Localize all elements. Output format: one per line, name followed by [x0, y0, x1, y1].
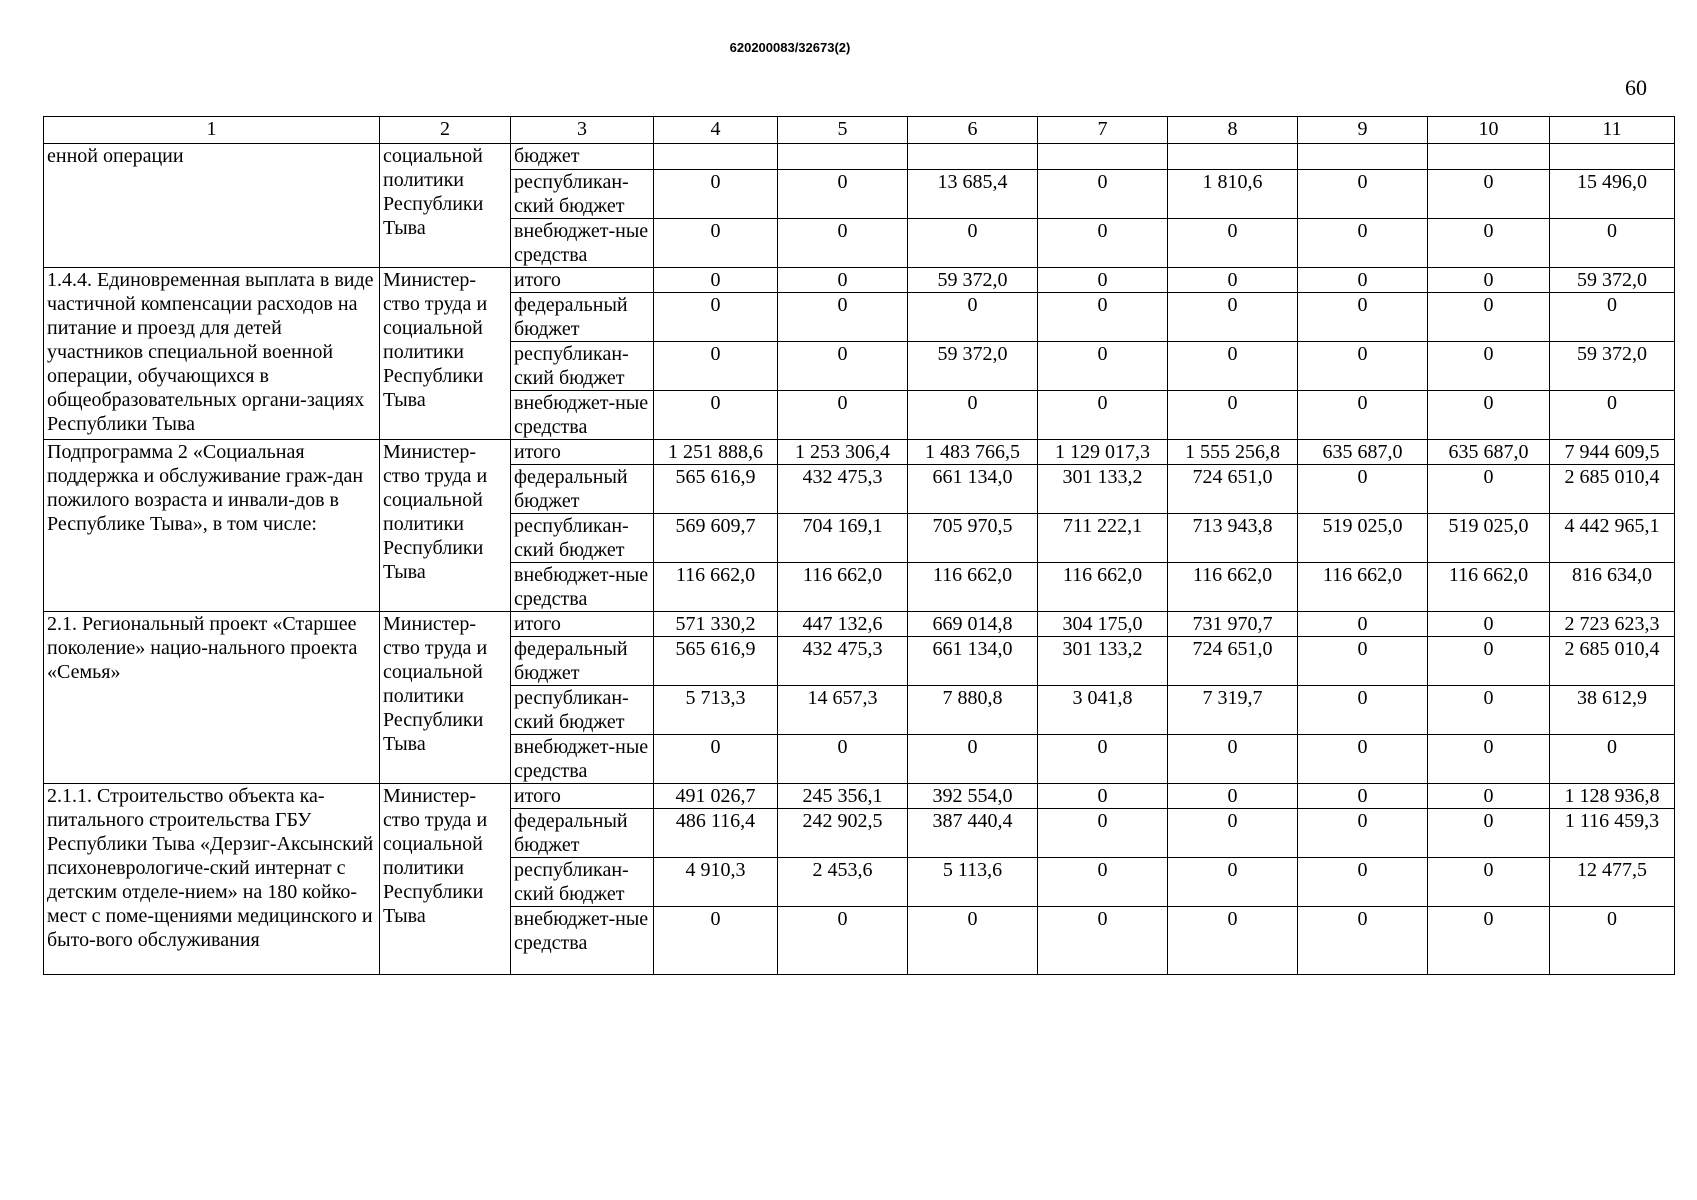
- amount-cell: 571 330,2: [654, 612, 778, 637]
- amount-cell: 0: [1428, 268, 1550, 293]
- funding-source-cell: внебюджет-ные средства: [511, 219, 654, 268]
- amount-cell: 0: [654, 293, 778, 342]
- program-name-cell: енной операции: [44, 144, 380, 268]
- funding-source-cell: итого: [511, 440, 654, 465]
- amount-cell: 301 133,2: [1038, 465, 1168, 514]
- amount-cell: 0: [1038, 735, 1168, 784]
- amount-cell: 0: [778, 907, 908, 975]
- table-row: [44, 784, 1675, 809]
- amount-cell: 116 662,0: [908, 563, 1038, 612]
- amount-cell: 565 616,9: [654, 637, 778, 686]
- amount-cell: 0: [1168, 809, 1298, 858]
- executor-cell: Министер-ство труда и социальной политики Республики Тыва: [380, 784, 511, 975]
- column-header: 8: [1168, 117, 1298, 144]
- amount-cell: 0: [1038, 391, 1168, 440]
- funding-source-cell: федеральный бюджет: [511, 637, 654, 686]
- funding-source-cell: республикан-ский бюджет: [511, 342, 654, 391]
- amount-cell: 0: [778, 391, 908, 440]
- amount-cell: 0: [1038, 268, 1168, 293]
- amount-cell: 14 657,3: [778, 686, 908, 735]
- amount-cell: 0: [654, 342, 778, 391]
- amount-cell: 13 685,4: [908, 170, 1038, 219]
- amount-cell: 724 651,0: [1168, 465, 1298, 514]
- amount-cell: 0: [908, 735, 1038, 784]
- budget-table: [43, 116, 1675, 975]
- amount-cell: 59 372,0: [1550, 342, 1675, 391]
- column-header: 2: [380, 117, 511, 144]
- amount-cell: [654, 144, 778, 170]
- amount-cell: 7 319,7: [1168, 686, 1298, 735]
- amount-cell: 59 372,0: [1550, 268, 1675, 293]
- funding-source-cell: внебюджет-ные средства: [511, 391, 654, 440]
- amount-cell: 0: [1428, 735, 1550, 784]
- amount-cell: 731 970,7: [1168, 612, 1298, 637]
- amount-cell: 0: [654, 391, 778, 440]
- amount-cell: 59 372,0: [908, 268, 1038, 293]
- amount-cell: 5 713,3: [654, 686, 778, 735]
- amount-cell: [1038, 144, 1168, 170]
- amount-cell: 2 453,6: [778, 858, 908, 907]
- amount-cell: 0: [908, 293, 1038, 342]
- amount-cell: 0: [1168, 858, 1298, 907]
- funding-source-cell: итого: [511, 784, 654, 809]
- amount-cell: 38 612,9: [1550, 686, 1675, 735]
- executor-cell: Министер-ство труда и социальной политики Республики Тыва: [380, 440, 511, 612]
- amount-cell: [1428, 144, 1550, 170]
- amount-cell: 0: [1168, 391, 1298, 440]
- amount-cell: 0: [1168, 293, 1298, 342]
- column-header: 6: [908, 117, 1038, 144]
- amount-cell: 0: [1038, 907, 1168, 975]
- amount-cell: 1 251 888,6: [654, 440, 778, 465]
- amount-cell: 1 555 256,8: [1168, 440, 1298, 465]
- amount-cell: 242 902,5: [778, 809, 908, 858]
- funding-source-cell: федеральный бюджет: [511, 809, 654, 858]
- amount-cell: 0: [1428, 686, 1550, 735]
- amount-cell: 2 685 010,4: [1550, 465, 1675, 514]
- funding-source-cell: республикан-ский бюджет: [511, 514, 654, 563]
- amount-cell: 0: [1298, 465, 1428, 514]
- amount-cell: 491 026,7: [654, 784, 778, 809]
- amount-cell: 116 662,0: [654, 563, 778, 612]
- amount-cell: 0: [778, 219, 908, 268]
- amount-cell: 711 222,1: [1038, 514, 1168, 563]
- amount-cell: 519 025,0: [1428, 514, 1550, 563]
- amount-cell: 0: [1038, 170, 1168, 219]
- amount-cell: 0: [1038, 219, 1168, 268]
- amount-cell: 705 970,5: [908, 514, 1038, 563]
- amount-cell: 0: [1550, 907, 1675, 975]
- program-name-cell: 2.1. Региональный проект «Старшее поколение» нацио-нального проекта «Семья»: [44, 612, 380, 784]
- amount-cell: 0: [1428, 612, 1550, 637]
- amount-cell: 0: [1428, 219, 1550, 268]
- amount-cell: 0: [778, 268, 908, 293]
- amount-cell: 519 025,0: [1298, 514, 1428, 563]
- amount-cell: 0: [1168, 268, 1298, 293]
- amount-cell: 0: [1298, 809, 1428, 858]
- amount-cell: 669 014,8: [908, 612, 1038, 637]
- amount-cell: 0: [1428, 784, 1550, 809]
- amount-cell: 447 132,6: [778, 612, 908, 637]
- table-row: [44, 144, 1675, 170]
- table-row: [44, 268, 1675, 293]
- document-code: 620200083/32673(2): [729, 40, 851, 55]
- amount-cell: 569 609,7: [654, 514, 778, 563]
- amount-cell: 0: [654, 219, 778, 268]
- funding-source-cell: республикан-ский бюджет: [511, 170, 654, 219]
- amount-cell: 0: [1038, 809, 1168, 858]
- amount-cell: 0: [1298, 391, 1428, 440]
- amount-cell: 15 496,0: [1550, 170, 1675, 219]
- amount-cell: 661 134,0: [908, 465, 1038, 514]
- amount-cell: 0: [1550, 293, 1675, 342]
- amount-cell: 245 356,1: [778, 784, 908, 809]
- executor-cell: Министер-ство труда и социальной политики Республики Тыва: [380, 268, 511, 440]
- funding-source-cell: внебюджет-ные средства: [511, 563, 654, 612]
- amount-cell: 0: [1428, 637, 1550, 686]
- column-header: 5: [778, 117, 908, 144]
- amount-cell: 116 662,0: [1298, 563, 1428, 612]
- amount-cell: 1 810,6: [1168, 170, 1298, 219]
- amount-cell: 816 634,0: [1550, 563, 1675, 612]
- amount-cell: 0: [1550, 735, 1675, 784]
- funding-source-cell: внебюджет-ные средства: [511, 735, 654, 784]
- amount-cell: 432 475,3: [778, 637, 908, 686]
- amount-cell: 486 116,4: [654, 809, 778, 858]
- amount-cell: 0: [1428, 342, 1550, 391]
- amount-cell: 0: [1168, 342, 1298, 391]
- column-header-row: [44, 117, 1675, 144]
- amount-cell: 0: [1298, 342, 1428, 391]
- amount-cell: 0: [654, 735, 778, 784]
- amount-cell: [1168, 144, 1298, 170]
- amount-cell: 635 687,0: [1428, 440, 1550, 465]
- funding-source-cell: федеральный бюджет: [511, 293, 654, 342]
- amount-cell: 661 134,0: [908, 637, 1038, 686]
- column-header: 10: [1428, 117, 1550, 144]
- amount-cell: 0: [1038, 293, 1168, 342]
- amount-cell: 0: [654, 268, 778, 293]
- amount-cell: 301 133,2: [1038, 637, 1168, 686]
- amount-cell: 7 880,8: [908, 686, 1038, 735]
- amount-cell: 0: [1038, 858, 1168, 907]
- amount-cell: 5 113,6: [908, 858, 1038, 907]
- funding-source-cell: республикан-ский бюджет: [511, 858, 654, 907]
- amount-cell: 0: [1298, 170, 1428, 219]
- column-header: 11: [1550, 117, 1675, 144]
- amount-cell: 0: [1428, 858, 1550, 907]
- amount-cell: 116 662,0: [1038, 563, 1168, 612]
- amount-cell: 0: [1038, 342, 1168, 391]
- amount-cell: 392 554,0: [908, 784, 1038, 809]
- amount-cell: 0: [1298, 858, 1428, 907]
- funding-source-cell: внебюджет-ные средства: [511, 907, 654, 975]
- amount-cell: 387 440,4: [908, 809, 1038, 858]
- amount-cell: [1550, 144, 1675, 170]
- amount-cell: 4 442 965,1: [1550, 514, 1675, 563]
- amount-cell: 0: [1298, 735, 1428, 784]
- amount-cell: 0: [1168, 735, 1298, 784]
- amount-cell: 0: [1298, 686, 1428, 735]
- amount-cell: 0: [1168, 907, 1298, 975]
- column-header: 1: [44, 117, 380, 144]
- amount-cell: 116 662,0: [1168, 563, 1298, 612]
- executor-cell: социальной политики Республики Тыва: [380, 144, 511, 268]
- amount-cell: 304 175,0: [1038, 612, 1168, 637]
- column-header: 3: [511, 117, 654, 144]
- amount-cell: 2 685 010,4: [1550, 637, 1675, 686]
- page-number: 60: [1625, 75, 1647, 100]
- amount-cell: [908, 144, 1038, 170]
- amount-cell: 2 723 623,3: [1550, 612, 1675, 637]
- amount-cell: 0: [908, 391, 1038, 440]
- amount-cell: 0: [1428, 391, 1550, 440]
- amount-cell: 0: [778, 170, 908, 219]
- amount-cell: 0: [778, 293, 908, 342]
- amount-cell: 0: [1298, 219, 1428, 268]
- amount-cell: 0: [1168, 784, 1298, 809]
- program-name-cell: Подпрограмма 2 «Социальная поддержка и обслуживание граж-дан пожилого возраста и инвали-дов в Республике Тыва», в том числе:: [44, 440, 380, 612]
- amount-cell: 704 169,1: [778, 514, 908, 563]
- amount-cell: 0: [1428, 907, 1550, 975]
- amount-cell: 0: [1428, 809, 1550, 858]
- column-header: 7: [1038, 117, 1168, 144]
- funding-source-cell: итого: [511, 268, 654, 293]
- amount-cell: 0: [1298, 784, 1428, 809]
- amount-cell: 0: [1298, 637, 1428, 686]
- amount-cell: 0: [1038, 784, 1168, 809]
- table-row: [44, 612, 1675, 637]
- funding-source-cell: бюджет: [511, 144, 654, 170]
- table-row: [44, 440, 1675, 465]
- amount-cell: 0: [908, 907, 1038, 975]
- amount-cell: 1 129 017,3: [1038, 440, 1168, 465]
- amount-cell: 0: [1550, 219, 1675, 268]
- amount-cell: 0: [778, 735, 908, 784]
- amount-cell: 0: [908, 219, 1038, 268]
- amount-cell: 0: [1298, 293, 1428, 342]
- table-body: [44, 144, 1675, 975]
- program-name-cell: 1.4.4. Единовременная выплата в виде частичной компенсации расходов на питание и проезд для детей участников специальной военной операции, обучающихся в общеобразовательных органи-зациях Республики Тыва: [44, 268, 380, 440]
- amount-cell: 1 116 459,3: [1550, 809, 1675, 858]
- amount-cell: 12 477,5: [1550, 858, 1675, 907]
- amount-cell: 0: [1298, 268, 1428, 293]
- amount-cell: 0: [1298, 612, 1428, 637]
- amount-cell: 1 253 306,4: [778, 440, 908, 465]
- amount-cell: [1298, 144, 1428, 170]
- amount-cell: 635 687,0: [1298, 440, 1428, 465]
- amount-cell: 4 910,3: [654, 858, 778, 907]
- amount-cell: 565 616,9: [654, 465, 778, 514]
- program-name-cell: 2.1.1. Строительство объекта ка-питального строительства ГБУ Республики Тыва «Дерзиг-Аксынский психоневрологиче-ский интернат с детским отделе-нием» на 180 койко-мест с поме-щениями медицинского и быто-вого обслуживания: [44, 784, 380, 975]
- amount-cell: 0: [1428, 465, 1550, 514]
- amount-cell: 59 372,0: [908, 342, 1038, 391]
- amount-cell: 0: [654, 907, 778, 975]
- funding-source-cell: итого: [511, 612, 654, 637]
- amount-cell: 1 483 766,5: [908, 440, 1038, 465]
- column-header: 9: [1298, 117, 1428, 144]
- amount-cell: 0: [1168, 219, 1298, 268]
- funding-source-cell: республикан-ский бюджет: [511, 686, 654, 735]
- amount-cell: [778, 144, 908, 170]
- amount-cell: 0: [1298, 907, 1428, 975]
- amount-cell: 7 944 609,5: [1550, 440, 1675, 465]
- amount-cell: 0: [1428, 293, 1550, 342]
- amount-cell: 3 041,8: [1038, 686, 1168, 735]
- funding-source-cell: федеральный бюджет: [511, 465, 654, 514]
- amount-cell: 713 943,8: [1168, 514, 1298, 563]
- amount-cell: 724 651,0: [1168, 637, 1298, 686]
- amount-cell: 432 475,3: [778, 465, 908, 514]
- column-header: 4: [654, 117, 778, 144]
- amount-cell: 116 662,0: [1428, 563, 1550, 612]
- amount-cell: 0: [1428, 170, 1550, 219]
- executor-cell: Министер-ство труда и социальной политики Республики Тыва: [380, 612, 511, 784]
- amount-cell: 116 662,0: [778, 563, 908, 612]
- amount-cell: 0: [778, 342, 908, 391]
- amount-cell: 0: [1550, 391, 1675, 440]
- amount-cell: 0: [654, 170, 778, 219]
- amount-cell: 1 128 936,8: [1550, 784, 1675, 809]
